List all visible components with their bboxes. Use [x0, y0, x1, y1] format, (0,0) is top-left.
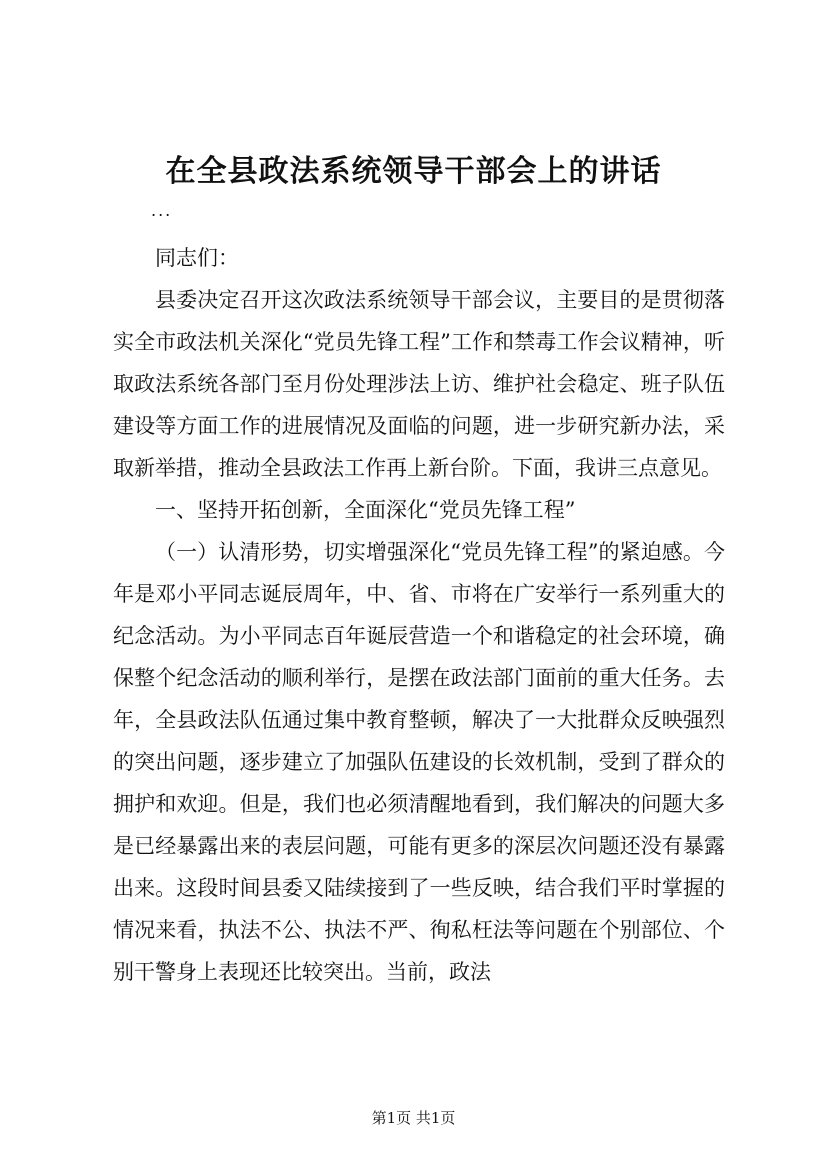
greeting: 同志们：	[155, 246, 239, 270]
ellipsis-text: ...	[151, 201, 173, 220]
document-body	[113, 237, 725, 993]
page-footer: 第1页 共1页	[371, 1109, 456, 1127]
document-title: 在全县政法系统领导干部会上的讲话	[165, 154, 662, 189]
paragraph-2: （一）认清形势，切实增强深化“党员先锋工程”的紧迫感。今年是邓小平同志诞辰周年，中、省、市将在广安举行一系列重大的纪念活动。为小平同志百年诞辰营造一个和谐稳定的社会环境，确保整个纪念活动的顺利举行，是摆在政法部门面前的重大任务。去年，全县政法队伍通过集中教育整顿，解决了一大批群众反映强烈的突出问题，逐步建立了加强队伍建设的长效机制，受到了群众的拥护和欢迎。但是，我们也必须清醒地看到，我们解决的问题大多是已经暴露出来的表层问题，可能有更多的深层次问题还没有暴露出来。这段时间县委又陆续接到了一些反映，结合我们平时掌握的情况来看，执法不公、执法不严、徇私枉法等问题在个别部位、个别干警身上表现还比较突出。当前，政法	[113, 540, 725, 984]
paragraph-1: 县委决定召开这次政法系统领导干部会议，主要目的是贯彻落实全市政法机关深化“党员先锋工程”工作和禁毒工作会议精神，听取政法系统各部门至月份处理涉法上访、维护社会稳定、班子队伍建设等方面工作的进展情况及面临的问题，进一步研究新办法，采取新举措，推动全县政法工作再上新台阶。下面，我讲三点意见。	[113, 288, 725, 480]
section-heading-1: 一、坚持开拓创新，全面深化“党员先锋工程”	[155, 498, 576, 522]
